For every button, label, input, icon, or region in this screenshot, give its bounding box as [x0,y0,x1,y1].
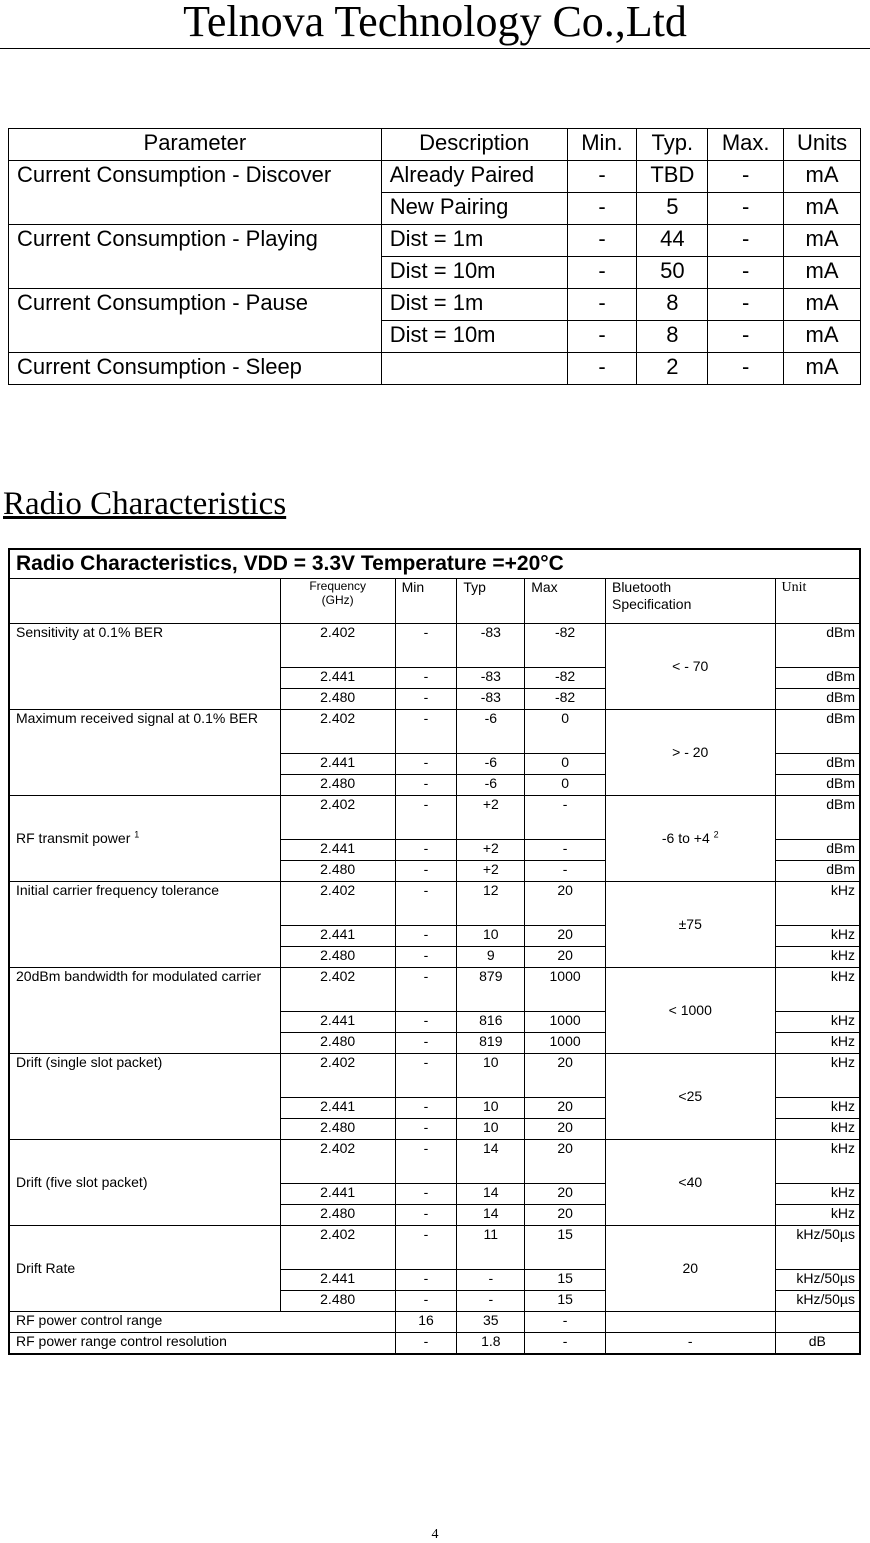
parameter-cell [9,1054,280,1140]
frequency-cell: 2.402 [280,968,395,1012]
frequency-cell: 2.441 [280,668,395,689]
frequency-cell: 2.480 [280,689,395,710]
unit-cell: kHz [775,1054,860,1098]
table-row [9,225,861,257]
frequency-cell: 2.441 [280,1184,395,1205]
frequency-cell: 2.441 [280,1270,395,1291]
frequency-cell: 2.402 [280,1140,395,1184]
min-cell: - [567,321,637,353]
typ-cell: 10 [457,1054,525,1098]
max-cell: - [708,321,784,353]
header-spec-line1: Bluetooth [611,579,672,595]
typ-cell: TBD [637,161,708,193]
unit-cell: kHz [775,1184,860,1205]
parameter-label: Drift Rate [16,1260,76,1276]
max-cell: - [708,225,784,257]
min-cell: - [395,689,457,710]
parameter-cell [9,1140,280,1226]
typ-cell: -83 [457,624,525,668]
min-cell: - [567,289,637,321]
unit-cell: kHz [775,1098,860,1119]
min-cell: - [395,1119,457,1140]
page-header [0,0,870,49]
max-cell: 20 [525,882,606,926]
table-row [9,161,861,193]
typ-cell: 1.8 [457,1333,525,1354]
max-cell: 1000 [525,968,606,1012]
header-frequency-label: Frequency [309,579,367,593]
min-cell: - [395,840,457,861]
unit-cell: kHz [775,968,860,1012]
min-cell: - [395,882,457,926]
spec-cell [605,1312,775,1333]
spec-value: < 1000 [668,1002,712,1018]
frequency-cell: 2.402 [280,1226,395,1270]
spec-value: < - 70 [672,658,709,674]
max-cell: 20 [525,1184,606,1205]
frequency-cell: 2.402 [280,796,395,840]
max-cell: 20 [525,1098,606,1119]
typ-cell: 2 [637,353,708,385]
min-cell: - [395,1098,457,1119]
spec-value: <25 [678,1088,703,1104]
description-cell: Dist = 10m [381,321,567,353]
spec-value: -6 to +4 [661,830,710,846]
radio-characteristics-table [8,548,861,1355]
typ-cell: 35 [457,1312,525,1333]
header-parameter-empty [9,579,280,624]
typ-cell: 10 [457,1119,525,1140]
max-cell: 15 [525,1226,606,1270]
parameter-cell [9,882,280,968]
header-unit: Unit [775,579,860,624]
typ-cell: 816 [457,1012,525,1033]
typ-cell: +2 [457,861,525,882]
min-cell: - [395,1333,457,1354]
min-cell: - [395,1012,457,1033]
parameter-cell: Current Consumption - Sleep [9,353,382,385]
typ-cell: 5 [637,193,708,225]
max-cell: -82 [525,624,606,668]
min-cell: - [395,1140,457,1184]
max-cell: 20 [525,947,606,968]
typ-cell: +2 [457,840,525,861]
table-row [9,624,860,668]
typ-cell: -83 [457,668,525,689]
parameter-label: Drift (single slot packet) [16,1054,163,1070]
unit-cell: dBm [775,624,860,668]
table-header-row [9,129,861,161]
max-cell: - [708,193,784,225]
header-min: Min. [567,129,637,161]
min-cell: - [395,1291,457,1312]
typ-cell: 14 [457,1140,525,1184]
max-cell: 15 [525,1270,606,1291]
min-cell: - [567,161,637,193]
header-frequency-unit: (GHz) [321,593,354,607]
frequency-cell: 2.480 [280,947,395,968]
typ-cell: 10 [457,926,525,947]
parameter-cell: Current Consumption - Playing [9,225,382,289]
unit-cell: dBm [775,689,860,710]
spec-cell [605,796,775,882]
parameter-cell [9,624,280,710]
min-cell: - [395,861,457,882]
max-cell: - [525,796,606,840]
parameter-cell [9,710,280,796]
description-cell: Dist = 1m [381,289,567,321]
frequency-cell: 2.480 [280,861,395,882]
table-row [9,882,860,926]
unit-cell: kHz [775,1140,860,1184]
unit-cell: dBm [775,668,860,689]
parameter-label: RF transmit power [16,830,131,846]
parameter-cell: Current Consumption - Pause [9,289,382,353]
parameter-cell [9,1226,280,1312]
max-cell: 0 [525,754,606,775]
typ-cell: 879 [457,968,525,1012]
header-frequency [280,579,395,624]
table-row [9,968,860,1012]
min-cell: - [395,1033,457,1054]
typ-cell: 10 [457,1098,525,1119]
frequency-cell: 2.441 [280,754,395,775]
max-cell: 20 [525,1205,606,1226]
parameter-cell: RF power control range [9,1312,395,1333]
typ-cell: 819 [457,1033,525,1054]
typ-cell: 9 [457,947,525,968]
typ-cell: 8 [637,321,708,353]
frequency-cell: 2.441 [280,926,395,947]
description-cell: Dist = 1m [381,225,567,257]
parameter-cell [9,968,280,1054]
spec-cell [605,624,775,710]
typ-cell: -6 [457,710,525,754]
table-row [9,353,861,385]
table-row [9,1312,860,1333]
typ-cell: -6 [457,754,525,775]
unit-cell: kHz/50µs [775,1270,860,1291]
unit-cell [775,1312,860,1333]
unit-cell: dBm [775,754,860,775]
frequency-cell: 2.480 [280,1291,395,1312]
min-cell: - [395,968,457,1012]
unit-cell: dBm [775,710,860,754]
section-title: Radio Characteristics [3,486,287,522]
parameter-label: Sensitivity at 0.1% BER [16,624,164,640]
min-cell: - [395,668,457,689]
min-cell: - [395,754,457,775]
min-cell: - [395,710,457,754]
min-cell: - [395,1226,457,1270]
table-row [9,1054,860,1098]
max-cell: 20 [525,926,606,947]
units-cell: mA [784,161,861,193]
header-typ: Typ. [637,129,708,161]
parameter-label: 20dBm bandwidth for modulated carrier [16,968,262,984]
header-units: Units [784,129,861,161]
table-row [9,1333,860,1354]
min-cell: - [567,225,637,257]
page-number: 4 [431,1527,439,1542]
table-row [9,1226,860,1270]
units-cell: mA [784,257,861,289]
spec-cell [605,710,775,796]
parameter-cell [9,796,280,882]
typ-cell: 12 [457,882,525,926]
spec-value: <40 [678,1174,703,1190]
table-row [9,796,860,840]
max-cell: 15 [525,1291,606,1312]
min-cell: - [395,947,457,968]
spec-cell [605,1226,775,1312]
unit-cell: kHz [775,1119,860,1140]
min-cell: - [395,1205,457,1226]
max-cell: 1000 [525,1012,606,1033]
max-cell: - [525,1333,606,1354]
min-cell: - [395,624,457,668]
min-cell: - [567,353,637,385]
max-cell: - [525,1312,606,1333]
header-min: Min [395,579,457,624]
spec-cell [605,882,775,968]
units-cell: mA [784,353,861,385]
parameter-label: Initial carrier frequency tolerance [16,882,220,898]
typ-cell: 14 [457,1205,525,1226]
spec-cell [605,1140,775,1226]
frequency-cell: 2.480 [280,1033,395,1054]
max-cell: 0 [525,710,606,754]
spec-cell [605,1054,775,1140]
units-cell: mA [784,289,861,321]
unit-cell: kHz/50µs [775,1291,860,1312]
frequency-cell: 2.441 [280,1098,395,1119]
typ-cell: -6 [457,775,525,796]
typ-cell: 50 [637,257,708,289]
max-cell: -82 [525,668,606,689]
header-description: Description [381,129,567,161]
min-cell: 16 [395,1312,457,1333]
unit-cell: dB [775,1333,860,1354]
spec-value: > - 20 [672,744,709,760]
table-row [9,710,860,754]
description-cell: Dist = 10m [381,257,567,289]
min-cell: - [395,926,457,947]
description-cell: New Pairing [381,193,567,225]
footnote-marker: 2 [713,829,719,840]
max-cell: - [708,161,784,193]
frequency-cell: 2.441 [280,1012,395,1033]
table-title: Radio Characteristics, VDD = 3.3V Temperature =+20°C [9,549,860,579]
unit-cell: dBm [775,775,860,796]
max-cell: - [525,861,606,882]
min-cell: - [395,775,457,796]
header-spec [605,579,775,624]
max-cell: 0 [525,775,606,796]
typ-cell: -83 [457,689,525,710]
frequency-cell: 2.402 [280,882,395,926]
spec-value: ±75 [678,916,702,932]
parameter-label: Maximum received signal at 0.1% BER [16,710,258,726]
units-cell: mA [784,225,861,257]
header-typ: Typ [457,579,525,624]
unit-cell: kHz [775,1012,860,1033]
description-cell: Already Paired [381,161,567,193]
unit-cell: kHz [775,1033,860,1054]
max-cell: 20 [525,1054,606,1098]
units-cell: mA [784,193,861,225]
min-cell: - [567,257,637,289]
frequency-cell: 2.402 [280,710,395,754]
frequency-cell: 2.402 [280,624,395,668]
frequency-cell: 2.480 [280,775,395,796]
max-cell: -82 [525,689,606,710]
unit-cell: dBm [775,840,860,861]
header-spec-line2: Specification [611,596,692,612]
min-cell: - [395,796,457,840]
unit-cell: dBm [775,861,860,882]
unit-cell: kHz [775,947,860,968]
spec-cell: - [605,1333,775,1354]
typ-cell: +2 [457,796,525,840]
parameter-label: Drift (five slot packet) [16,1174,148,1190]
parameter-cell: Current Consumption - Discover [9,161,382,225]
frequency-cell: 2.441 [280,840,395,861]
table-row [9,289,861,321]
typ-cell: - [457,1270,525,1291]
unit-cell: kHz/50µs [775,1226,860,1270]
spec-cell [605,968,775,1054]
typ-cell: 11 [457,1226,525,1270]
min-cell: - [567,193,637,225]
max-cell: 20 [525,1119,606,1140]
parameter-cell: RF power range control resolution [9,1333,395,1354]
table-row [9,1140,860,1184]
max-cell: 1000 [525,1033,606,1054]
frequency-cell: 2.402 [280,1054,395,1098]
spec-value: 20 [682,1260,699,1276]
typ-cell: 44 [637,225,708,257]
table-header-row [9,579,860,624]
description-cell [381,353,567,385]
frequency-cell: 2.480 [280,1119,395,1140]
typ-cell: 8 [637,289,708,321]
unit-cell: kHz [775,882,860,926]
frequency-cell: 2.480 [280,1205,395,1226]
header-max: Max. [708,129,784,161]
typ-cell: 14 [457,1184,525,1205]
min-cell: - [395,1184,457,1205]
units-cell: mA [784,321,861,353]
min-cell: - [395,1054,457,1098]
max-cell: 20 [525,1140,606,1184]
company-title: Telnova Technology Co.,Ltd [183,0,687,46]
unit-cell: kHz [775,926,860,947]
unit-cell: dBm [775,796,860,840]
max-cell: - [708,257,784,289]
header-parameter: Parameter [9,129,382,161]
max-cell: - [708,289,784,321]
min-cell: - [395,1270,457,1291]
current-consumption-table [8,128,861,385]
header-max: Max [525,579,606,624]
footnote-marker: 1 [134,829,140,840]
unit-cell: kHz [775,1205,860,1226]
max-cell: - [708,353,784,385]
typ-cell: - [457,1291,525,1312]
table-title-row [9,549,860,579]
max-cell: - [525,840,606,861]
